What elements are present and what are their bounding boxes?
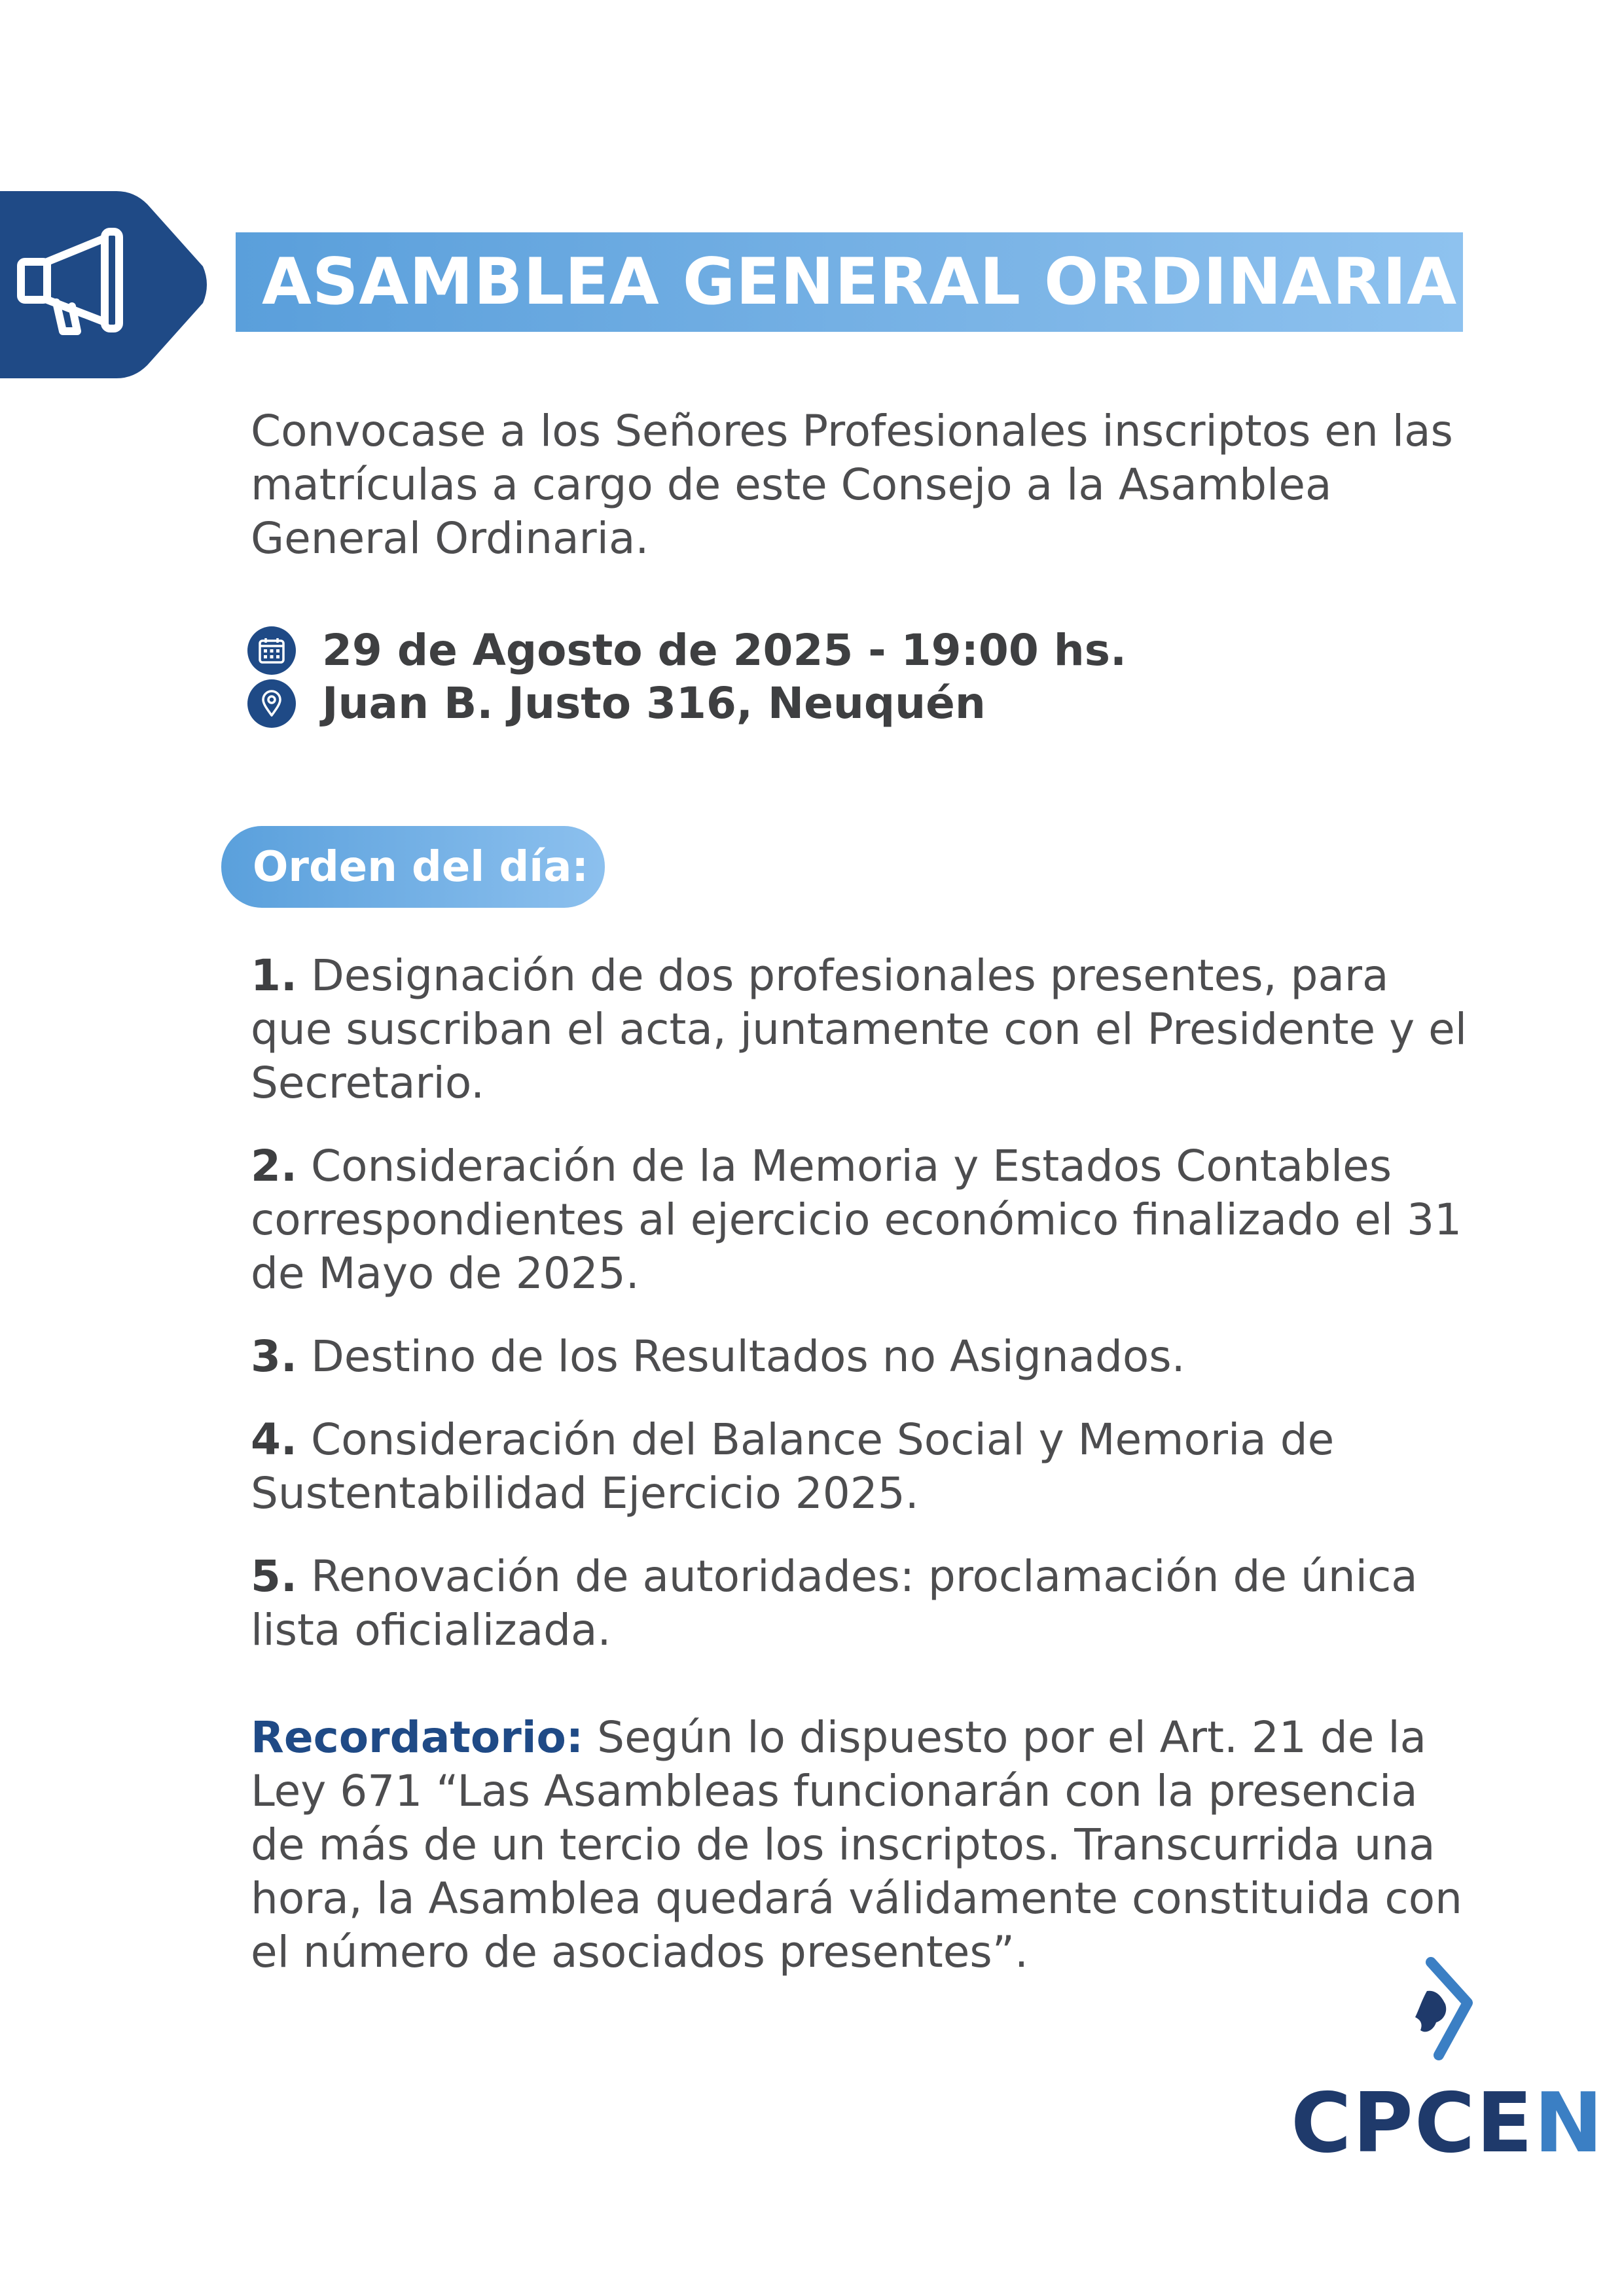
- reminder-text: Según lo dispuesto por el Art. 21 de la Ley 671 “Las Asambleas funcionarán con la presencia de más de un tercio de los inscriptos. Transcurrida una hora, la Asamblea quedará válidamente constituida con el número de asociados presentes”.: [251, 1712, 1462, 1977]
- reminder-label: Recordatorio:: [251, 1712, 584, 1763]
- logo-text-light: N: [1534, 2075, 1604, 2171]
- agenda-item-text: Destino de los Resultados no Asignados.: [310, 1331, 1185, 1382]
- logo-mark-icon: [1407, 1957, 1486, 2075]
- agenda-item-number: 5.: [251, 1551, 297, 1602]
- agenda-item: [251, 1413, 1481, 1520]
- agenda-item: [251, 1139, 1481, 1300]
- event-datetime: 29 de Agosto de 2025 - 19:00 hs.: [322, 625, 1127, 675]
- agenda-item-number: 3.: [251, 1331, 297, 1382]
- agenda-item-text: Designación de dos profesionales presentes, para que suscriban el acta, juntamente con el Presidente y el Secretario.: [251, 950, 1468, 1108]
- logo-wordmark: [1291, 2075, 1604, 2171]
- title-banner: [236, 232, 1463, 332]
- page-title: ASAMBLEA GENERAL ORDINARIA: [262, 245, 1458, 319]
- agenda-item-text: Consideración del Balance Social y Memoria de Sustentabilidad Ejercicio 2025.: [251, 1414, 1335, 1518]
- agenda-item-number: 2.: [251, 1141, 297, 1191]
- agenda-item: [251, 1550, 1481, 1657]
- agenda-list: [251, 949, 1481, 1687]
- agenda-item: [251, 949, 1481, 1110]
- agenda-item-number: 4.: [251, 1414, 297, 1465]
- agenda-heading-pill: [221, 826, 605, 908]
- agenda-item-number: 1.: [251, 950, 297, 1001]
- event-date-row: [247, 625, 1127, 675]
- agenda-item: [251, 1330, 1481, 1384]
- agenda-item-text: Consideración de la Memoria y Estados Contables correspondientes al ejercicio económico finalizado el 31 de Mayo de 2025.: [251, 1141, 1462, 1299]
- reminder-paragraph: [251, 1711, 1481, 1979]
- agenda-heading: Orden del día:: [253, 842, 588, 891]
- agenda-item-text: Renovación de autoridades: proclamación de única lista oficializada.: [251, 1551, 1418, 1655]
- megaphone-tab: [0, 191, 209, 378]
- event-location-row: [247, 678, 986, 728]
- location-pin-icon: [247, 679, 296, 728]
- logo-text-dark: CPCE: [1291, 2075, 1534, 2171]
- calendar-icon: [247, 626, 296, 675]
- event-location: Juan B. Justo 316, Neuquén: [322, 678, 986, 728]
- intro-paragraph: Convocase a los Señores Profesionales inscriptos en las matrículas a cargo de este Consejo a la Asamblea General Ordinaria.: [251, 406, 1453, 564]
